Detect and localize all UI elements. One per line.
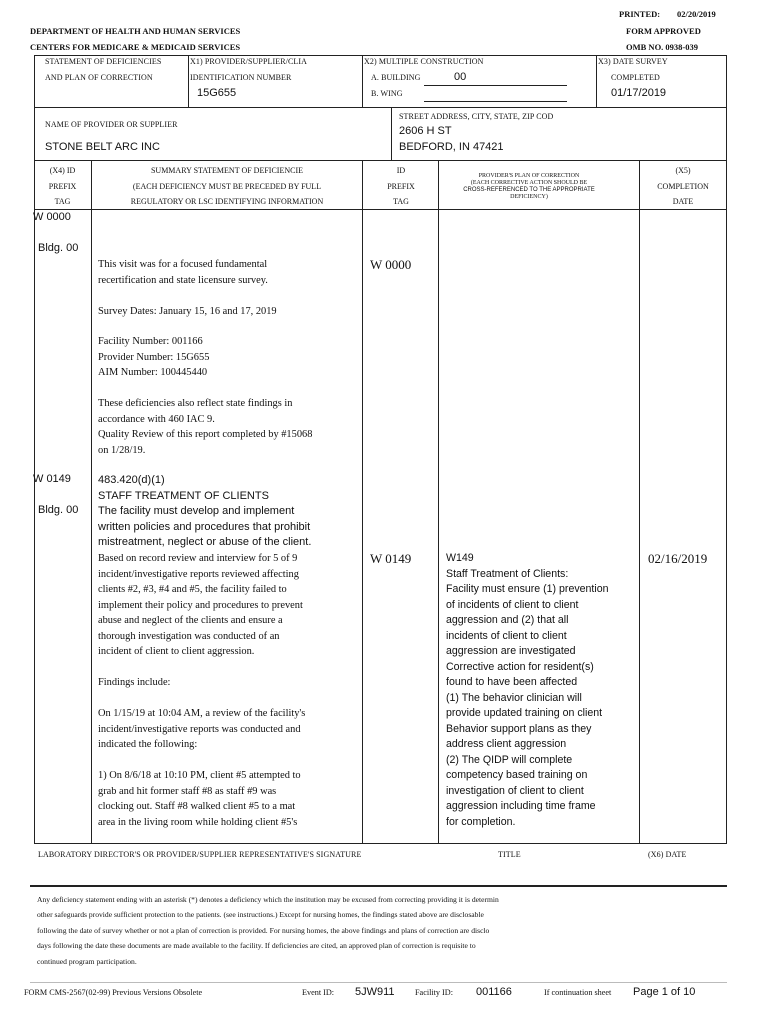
date-label: (X6) DATE (648, 850, 687, 859)
summary-header-1: SUMMARY STATEMENT OF DEFICIENCIE (150, 166, 304, 175)
continuation-label: If continuation sheet (544, 988, 612, 997)
event-id-value: 5JW911 (355, 986, 395, 998)
box2-div (391, 107, 392, 161)
x5-header-2: COMPLETION (657, 182, 709, 191)
address-line-1: 2606 H ST (399, 125, 452, 137)
building-underline (424, 85, 567, 86)
x4-header-2: PREFIX (48, 182, 77, 191)
body-bottom-line (34, 843, 727, 844)
signature-label: LABORATORY DIRECTOR'S OR PROVIDER/SUPPLIER REPRESENTATIVE'S SIGNATURE (38, 850, 362, 859)
x3-label-2: COMPLETED (611, 73, 660, 82)
statement-label-1: STATEMENT OF DEFICIENCIES (45, 57, 162, 66)
box1-left-line (34, 55, 35, 108)
box1-top-line (34, 55, 727, 56)
id-header-2: PREFIX (387, 182, 415, 191)
signature-bottom-line (30, 885, 727, 887)
box1-div3 (596, 55, 597, 108)
x2-label: X2) MULTIPLE CONSTRUCTION (364, 57, 484, 66)
summary-header-3: REGULATORY OR LSC IDENTIFYING INFORMATION (130, 197, 324, 206)
x4-header-3: TAG (54, 197, 71, 206)
box1-bottom-line (34, 107, 727, 108)
regulation-text: 483.420(d)(1) STAFF TREATMENT OF CLIENTS The facility must develop and implement written policies and procedures that prohibit mistreatment, neglect or abuse of the client. (98, 474, 312, 548)
para-visit: This visit was for a focused fundamental recertification and state licensure survey. (98, 259, 268, 286)
prefix-w0149: W 0149 (370, 551, 412, 566)
x1-label-2: IDENTIFICATION NUMBER (190, 73, 292, 82)
printed-label: PRINTED: (619, 9, 661, 19)
building-value: 00 (454, 71, 467, 83)
plan-header-2: (EACH CORRECTIVE ACTION SHOULD BE (470, 180, 588, 186)
centers-title: CENTERS FOR MEDICARE & MEDICAID SERVICES (30, 42, 241, 52)
x5-header-3: DATE (672, 197, 694, 206)
plan-of-correction: W149 Staff Treatment of Clients: Facility must ensure (1) prevention of incidents of client to client aggression and (2) that all incidents of client to client aggression are investigated Corrective action for resident(s) found to have been affected (1) The behavior clinician will provide updated training on client Behavior support plans as they address client aggression (2) The QIDP will complete competency based training on investigation of client to client aggression including time frame for completion. (446, 552, 609, 828)
id-header-1: ID (396, 166, 406, 175)
wing-label: B. WING (371, 89, 403, 98)
x4-header-1: (X4) ID (49, 166, 76, 175)
col-line-summary (362, 160, 363, 844)
box1-div1 (188, 55, 189, 108)
col-line-id (438, 160, 439, 844)
omb-number: OMB NO. 0938-039 (626, 42, 699, 52)
address-label: STREET ADDRESS, CITY, STATE, ZIP COD (399, 112, 554, 121)
x5-header-1: (X5) (675, 166, 691, 175)
para-review: On 1/15/19 at 10:04 AM, a review of the facility's incident/investigative reports was conducted and indicated the following: (98, 708, 306, 750)
x3-label-1: X3) DATE SURVEY (598, 57, 668, 66)
bldg-w0000: Bldg. 00 (38, 242, 79, 254)
summary-header-2: (EACH DEFICIENCY MUST BE PRECEDED BY FULL (132, 182, 322, 191)
provider-name-label: NAME OF PROVIDER OR SUPPLIER (45, 120, 178, 129)
page-number: Page 1 of 10 (633, 986, 696, 998)
event-id-label: Event ID: (302, 988, 335, 997)
box2-left-line (34, 107, 35, 161)
col-line-left (34, 160, 35, 844)
col-line-plan (639, 160, 640, 844)
prefix-w0000: W 0000 (370, 257, 412, 272)
box2-right-line (726, 107, 727, 161)
printed-date: 02/20/2019 (677, 9, 716, 19)
col-line-x4 (91, 160, 92, 844)
address-line-2: BEDFORD, IN 47421 (399, 141, 504, 153)
tag-w0149: W 0149 (33, 473, 71, 485)
box2-bottom-line (34, 160, 727, 161)
para-facility-numbers: Facility Number: 001166 Provider Number: 15G655 AIM Number: 100445440 (98, 336, 210, 378)
para-survey-dates: Survey Dates: January 15, 16 and 17, 2019 (98, 306, 277, 317)
completion-date: 02/16/2019 (648, 551, 708, 566)
id-header-3: TAG (393, 197, 409, 206)
building-label: A. BUILDING (371, 73, 421, 82)
tag-w0000: W 0000 (33, 211, 71, 223)
header-bottom-line (34, 209, 727, 210)
para-state-findings: These deficiencies also reflect state findings in accordance with 460 IAC 9. Quality Review of this report completed by #15068 on 1/28/19. (98, 398, 313, 456)
box1-right-line (726, 55, 727, 108)
para-findings: Findings include: (98, 677, 171, 688)
col-line-right (726, 160, 727, 844)
footnote-text: Any deficiency statement ending with an asterisk (*) denotes a deficiency which the institution may be excused from correcting providing it is determin other safeguards provide sufficient protection to the patients. (see instructions.) Except for nursing homes, the findings stated above are disclosable following the date of survey whether or not a plan of correction is provided. For nursing homes, the above findings and plans of correction are disclo days following the date these documents are made available to the facility. If deficiencies are cited, an approved plan of correction is requisite to continued program participation. (37, 895, 499, 966)
wing-underline (424, 101, 567, 102)
provider-name: STONE BELT ARC INC (45, 141, 160, 153)
bldg-w0149: Bldg. 00 (38, 504, 79, 516)
plan-header-3: CROSS-REFERENCED TO THE APPROPRIATE (463, 187, 595, 193)
statement-label-2: AND PLAN OF CORRECTION (45, 73, 153, 82)
plan-header-1: PROVIDER'S PLAN OF CORRECTION (478, 173, 580, 179)
facility-id-value: 001166 (476, 986, 512, 998)
form-number: FORM CMS-2567(02-99) Previous Versions Obsolete (24, 988, 203, 997)
footer-divider (30, 982, 727, 983)
survey-completed-date: 01/17/2019 (611, 87, 667, 99)
box1-div2 (362, 55, 363, 108)
form-approved: FORM APPROVED (626, 26, 701, 36)
para-incident-1: 1) On 8/6/18 at 10:10 PM, client #5 attempted to grab and hit former staff #8 as staff #9 was clocking out. Staff #8 walked client #5 to a mat area in the living room while holding client #5's (98, 770, 301, 828)
plan-header-4: DEFICIENCY) (510, 194, 548, 200)
para-based-on: Based on record review and interview for 5 of 9 incident/investigative reports reviewed affecting clients #2, #3, #4 and #5, the facility failed to implement their policy and procedures to prevent abuse and neglect of the clients and ensure a thorough investigation was conducted of an incident of client to client aggression. (98, 553, 303, 657)
dept-title: DEPARTMENT OF HEALTH AND HUMAN SERVICES (30, 26, 241, 36)
title-label: TITLE (498, 850, 521, 859)
x1-label-1: X1) PROVIDER/SUPPLIER/CLIA (190, 57, 308, 66)
facility-id-label: Facility ID: (415, 988, 453, 997)
provider-id: 15G655 (197, 87, 237, 99)
